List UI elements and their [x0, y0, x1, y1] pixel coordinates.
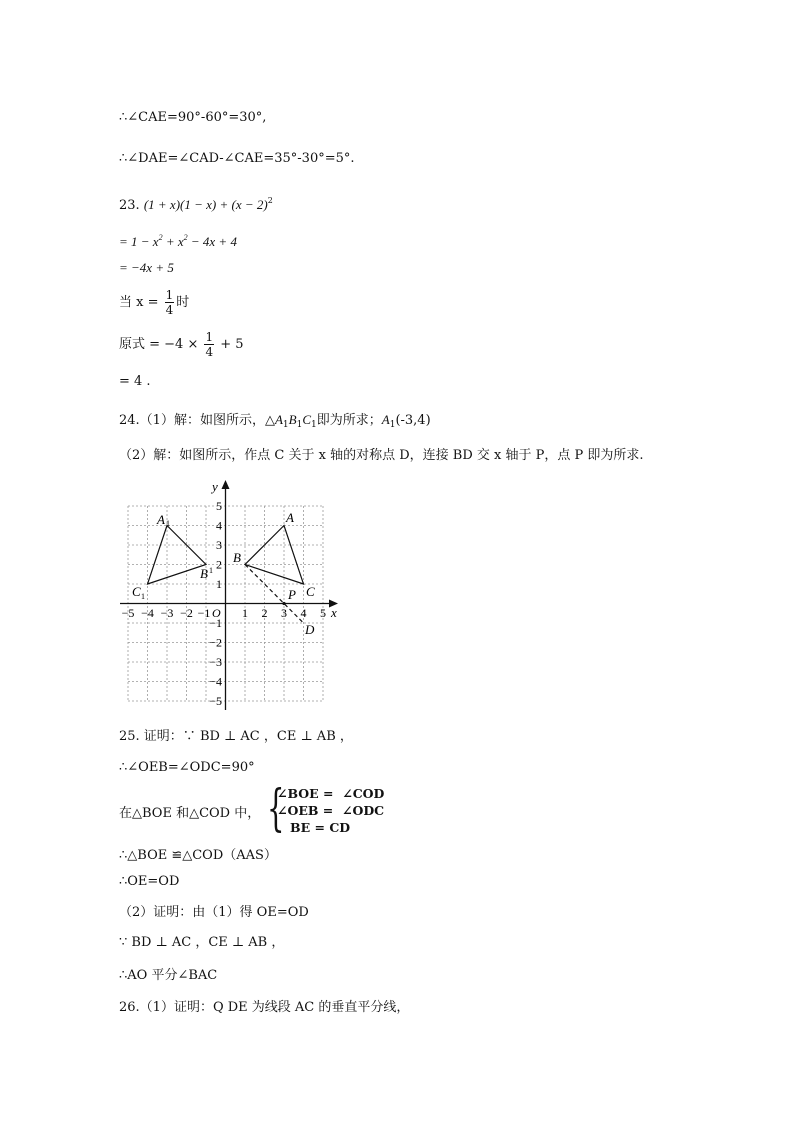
label-a: A	[286, 510, 294, 525]
x-axis-label: x	[331, 605, 337, 620]
x-tick: 4	[300, 606, 307, 620]
y-tick: 3	[216, 538, 222, 552]
q25-angles: ∴∠OEB=∠ODC=90°	[119, 760, 255, 775]
triangle-abc	[245, 526, 304, 585]
q24-1-sub: 1	[389, 420, 396, 430]
fraction-quarter	[165, 288, 175, 317]
x-tick: 3	[281, 606, 287, 620]
q24-1-coord: (-3,4)	[395, 413, 431, 428]
label-a1: A	[157, 512, 165, 527]
label-p: P	[288, 587, 296, 602]
y-axis-label: y	[212, 479, 218, 494]
y-tick: −3	[209, 655, 222, 669]
q25-oe-od: ∴OE=OD	[119, 874, 180, 889]
label-b: B	[233, 550, 241, 565]
x-tick: −5	[121, 606, 135, 620]
orig-suffix: + 5	[216, 337, 244, 352]
triangle-a1b1c1	[148, 526, 207, 585]
line-cae: ∴∠CAE=90°-60°=30°,	[119, 110, 267, 125]
line-dae: ∴∠DAE=∠CAD-∠CAE=35°-30°=5°.	[119, 151, 355, 166]
q24-1-text2: 即为所求；	[316, 413, 382, 428]
q24-1-sub-b: 1	[296, 420, 303, 430]
q23-when	[119, 288, 189, 318]
step1-part-a: = 1 − x	[119, 234, 159, 249]
q26-part1: 26.（1）证明：Q DE 为线段 AC 的垂直平分线，	[119, 1000, 410, 1015]
y-tick: −2	[209, 635, 222, 650]
fraction-quarter-2	[204, 330, 214, 359]
coordinate-graph	[116, 478, 346, 718]
q24-1-sub-a: 1	[282, 420, 289, 430]
y-tick: −5	[209, 694, 222, 708]
system-row-1: ∠BOE = ∠COD	[277, 786, 385, 801]
y-tick: 2	[216, 557, 222, 572]
q24-part2: （2）解：如图所示，作点 C 关于 x 轴的对称点 D，连接 BD 交 x 轴于 P，点 P 即为所求.	[119, 448, 644, 463]
label-c1-sub: 1	[141, 592, 145, 601]
frac-num-2: 1	[205, 330, 214, 344]
when-prefix: 当 x =	[119, 295, 163, 310]
step1-part-c: − 4x + 4	[187, 234, 237, 249]
q25-in-triangles: 在△BOE 和△COD 中，	[119, 806, 261, 821]
frac-den: 4	[165, 303, 174, 317]
q23-expression	[119, 192, 273, 215]
y-tick: 1	[216, 577, 222, 591]
q25-bisect: ∴AO 平分∠BAC	[119, 968, 218, 983]
label-c1: C	[132, 584, 141, 599]
system-row-3: BE = CD	[277, 820, 351, 835]
q24-1-c: C	[302, 412, 311, 427]
frac-num: 1	[165, 288, 174, 302]
x-tick: −2	[180, 606, 193, 620]
orig-prefix: 原式 = −4 ×	[119, 337, 203, 352]
q23-result: = 4 .	[119, 374, 151, 389]
label-c: C	[306, 584, 315, 599]
q24-part1	[119, 411, 431, 434]
step1-part-b: + x	[162, 234, 184, 249]
y-tick: 4	[216, 518, 222, 533]
x-tick: −3	[160, 606, 174, 620]
step1-exp-a: 2	[158, 233, 163, 242]
y-tick: 5	[216, 499, 222, 513]
x-tick: −1	[197, 606, 211, 620]
label-d: D	[305, 622, 315, 637]
step1-exp-b: 2	[183, 233, 188, 242]
q25-congruent: ∴△BOE ≌△COD（AAS）	[119, 848, 277, 863]
label-b1-sub: 1	[209, 566, 213, 575]
q25-part2: （2）证明：由（1）得 OE=OD	[119, 905, 309, 920]
frac-den-2: 4	[205, 345, 214, 359]
y-tick: −1	[209, 616, 222, 630]
x-tick: 2	[261, 606, 268, 620]
x-tick: −4	[141, 606, 154, 620]
q24-1-a: A	[274, 412, 283, 427]
point-labels	[132, 510, 315, 637]
origin-label: O	[212, 606, 221, 620]
q23-number: 23.	[119, 198, 140, 213]
q24-1-a1: A	[381, 412, 390, 427]
q23-expr: (1 + x)(1 − x) + (x − 2)	[143, 197, 268, 212]
when-suffix: 时	[176, 295, 190, 310]
x-tick: 1	[242, 606, 248, 620]
graph-axes	[120, 484, 334, 710]
q25-given-2: ∵ BD ⊥ AC ，CE ⊥ AB ，	[119, 935, 285, 950]
q24-1-text: 24.（1）解：如图所示，△	[119, 413, 275, 428]
q24-1-b: B	[288, 412, 297, 427]
label-b1: B	[200, 566, 208, 581]
x-tick-labels	[122, 606, 326, 620]
point-p	[282, 602, 285, 605]
q23-step1	[119, 229, 237, 251]
left-brace: {	[267, 779, 285, 837]
equation-system	[119, 779, 419, 838]
x-tick: 5	[320, 606, 326, 620]
q23-original	[119, 330, 244, 360]
q23-exponent: 2	[267, 196, 273, 205]
y-axis-arrow	[222, 480, 230, 489]
y-tick: −4	[209, 674, 222, 689]
q23-step2: = −4x + 5	[119, 260, 174, 275]
system-row-2: ∠OEB = ∠ODC	[277, 803, 385, 818]
q24-1-sub-c: 1	[311, 420, 317, 430]
label-a1-sub: 1	[166, 519, 170, 528]
q25-given: 25. 证明：∵ BD ⊥ AC ，CE ⊥ AB ，	[119, 729, 353, 744]
